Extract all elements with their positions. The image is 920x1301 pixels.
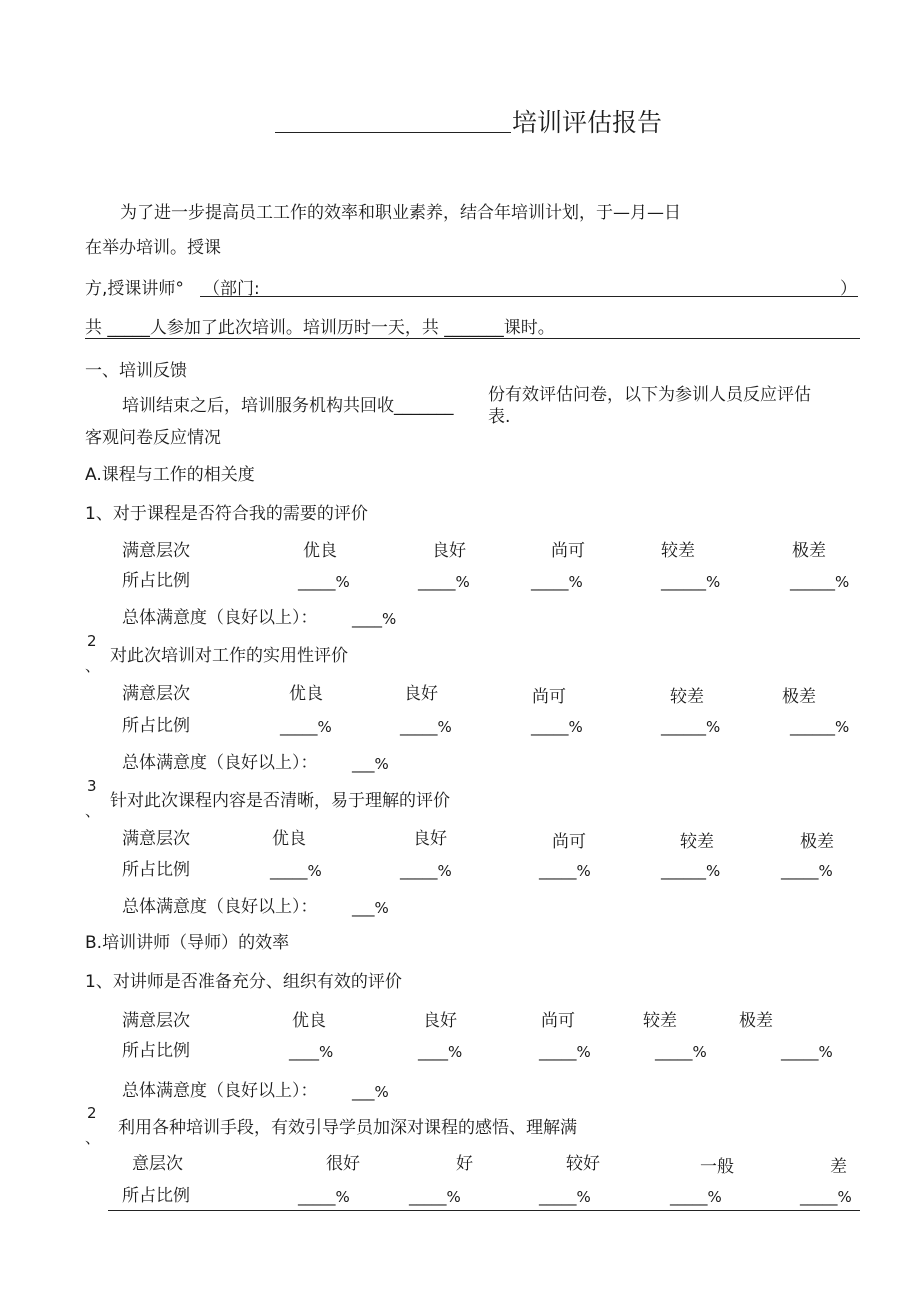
- a1-ratio-label: 所占比例: [122, 571, 190, 591]
- a3-ratio-0[interactable]: _____%: [270, 862, 322, 880]
- b2-title: 利用各种培训手段，有效引导学员加深对课程的感悟、理解满: [118, 1118, 577, 1138]
- a1-levels-label: 满意层次: [122, 541, 190, 561]
- a3-level-0: 优良: [272, 829, 306, 849]
- a1-ratio-3[interactable]: ______%: [661, 573, 721, 591]
- b1-levels-label: 满意层次: [122, 1011, 190, 1031]
- a3-number: 3: [87, 777, 97, 795]
- a2-level-2: 尚可: [532, 687, 566, 707]
- a3-ratio-3[interactable]: ______%: [661, 862, 721, 880]
- b2-ratio-3[interactable]: _____%: [670, 1188, 722, 1206]
- a1-overall-blank[interactable]: ____%: [352, 610, 397, 628]
- intro-rule: [85, 338, 860, 339]
- a3-overall-blank[interactable]: ___%: [352, 899, 389, 917]
- b2-ratio-4[interactable]: _____%: [800, 1188, 852, 1206]
- a2-title: 对此次培训对工作的实用性评价: [110, 646, 348, 666]
- a3-level-3: 较差: [680, 832, 714, 852]
- intro-line-3: 方,授课讲师°: [85, 279, 184, 299]
- a2-ratio-label: 所占比例: [122, 716, 190, 736]
- intro-line-1: 为了进一步提高员工工作的效率和职业素养，结合年培训计划，于—月—日: [120, 203, 681, 223]
- b2-ratio-2[interactable]: _____%: [539, 1188, 591, 1206]
- a3-ratio-label: 所占比例: [122, 860, 190, 880]
- a2-number: 2: [87, 632, 97, 650]
- b1-ratio-label: 所占比例: [122, 1041, 190, 1061]
- a3-level-2: 尚可: [552, 832, 586, 852]
- b1-ratio-3[interactable]: _____%: [655, 1043, 707, 1061]
- feedback-para-b: 份有效评估问卷，以下为参训人员反应评估: [488, 385, 811, 405]
- a3-levels-label: 满意层次: [122, 829, 190, 849]
- a2-level-4: 极差: [782, 687, 816, 707]
- a1-level-0: 优良: [303, 541, 337, 561]
- b2-level-0: 很好: [326, 1154, 360, 1174]
- dept-close: ）: [840, 279, 857, 299]
- a3-ratio-4[interactable]: _____%: [781, 862, 833, 880]
- part-b-heading: B.培训讲师（导师）的效率: [85, 933, 290, 953]
- a2-ratio-2[interactable]: _____%: [531, 718, 583, 736]
- b1-title: 1、对讲师是否准备充分、组织有效的评价: [85, 972, 402, 992]
- a3-title: 针对此次课程内容是否清晰，易于理解的评价: [110, 791, 450, 811]
- dept-label: （部门:: [203, 279, 260, 299]
- a1-level-4: 极差: [792, 541, 826, 561]
- a1-title: 1、对于课程是否符合我的需要的评价: [85, 504, 368, 524]
- section-heading-feedback: 一、培训反馈: [85, 361, 187, 381]
- intro-line-2: 在举办培训。授课: [85, 238, 221, 258]
- b1-level-2: 尚可: [541, 1011, 575, 1031]
- a1-ratio-1[interactable]: _____%: [418, 573, 470, 591]
- a2-overall-blank[interactable]: ___%: [352, 755, 389, 773]
- a2-ratio-3[interactable]: ______%: [661, 718, 721, 736]
- b2-ratio-1[interactable]: _____%: [409, 1188, 461, 1206]
- a1-ratio-2[interactable]: _____%: [531, 573, 583, 591]
- title-blank-line[interactable]: [275, 132, 511, 133]
- b2-ratio-0[interactable]: _____%: [298, 1188, 350, 1206]
- a1-level-2: 尚可: [551, 541, 585, 561]
- b2-mark: 、: [85, 1129, 101, 1147]
- a2-level-0: 优良: [289, 684, 323, 704]
- b1-level-0: 优良: [292, 1011, 326, 1031]
- a2-overall-label: 总体满意度（良好以上）：: [122, 753, 318, 773]
- feedback-para-a: 培训结束之后，培训服务机构共回收_______: [122, 396, 454, 416]
- a1-overall-label: 总体满意度（良好以上）：: [122, 608, 318, 628]
- dept-blank-line[interactable]: [200, 296, 858, 297]
- b1-ratio-4[interactable]: _____%: [781, 1043, 833, 1061]
- b1-level-1: 良好: [423, 1011, 457, 1031]
- feedback-para-b-cut-wrap: [488, 407, 548, 427]
- a2-mark: 、: [85, 657, 101, 675]
- a2-levels-label: 满意层次: [122, 684, 190, 704]
- b1-overall-label: 总体满意度（良好以上）：: [122, 1081, 318, 1101]
- b2-ratio-label: 所占比例: [122, 1186, 190, 1206]
- a3-level-1: 良好: [413, 829, 447, 849]
- intro-line-4: 共 _____人参加了此次培训。培训历时一天，共 _______课时。: [85, 318, 555, 338]
- b2-level-1: 好: [456, 1154, 473, 1174]
- a3-mark: 、: [85, 802, 101, 820]
- b2-number: 2: [87, 1104, 97, 1122]
- a3-level-4: 极差: [800, 832, 834, 852]
- a3-ratio-2[interactable]: _____%: [539, 862, 591, 880]
- a2-level-3: 较差: [670, 687, 704, 707]
- b1-level-4: 极差: [739, 1011, 773, 1031]
- b2-level-2: 较好: [566, 1154, 600, 1174]
- a2-ratio-1[interactable]: _____%: [400, 718, 452, 736]
- feedback-para-c: 客观问卷反应情况: [85, 428, 221, 448]
- a1-ratio-0[interactable]: _____%: [298, 573, 350, 591]
- a3-overall-label: 总体满意度（良好以上）：: [122, 897, 318, 917]
- a1-level-3: 较差: [661, 541, 695, 561]
- a2-ratio-4[interactable]: ______%: [790, 718, 850, 736]
- a2-ratio-0[interactable]: _____%: [280, 718, 332, 736]
- b1-ratio-0[interactable]: ____%: [289, 1043, 334, 1061]
- b1-level-3: 较差: [643, 1011, 677, 1031]
- a1-level-1: 良好: [432, 541, 466, 561]
- page-title: 培训评估报告: [512, 108, 663, 137]
- feedback-para-b-cut: 表.: [488, 407, 511, 427]
- b1-ratio-1[interactable]: ____%: [418, 1043, 463, 1061]
- part-a-heading: A.课程与工作的相关度: [85, 465, 255, 485]
- b1-ratio-2[interactable]: _____%: [539, 1043, 591, 1061]
- b1-overall-blank[interactable]: ___%: [352, 1083, 389, 1101]
- a1-ratio-4[interactable]: ______%: [790, 573, 850, 591]
- b2-levels-label: 意层次: [132, 1154, 183, 1174]
- b2-level-3: 一般: [700, 1157, 734, 1177]
- b2-level-4: 差: [830, 1157, 847, 1177]
- a3-ratio-1[interactable]: _____%: [400, 862, 452, 880]
- a2-level-1: 良好: [404, 684, 438, 704]
- bottom-rule: [108, 1210, 860, 1211]
